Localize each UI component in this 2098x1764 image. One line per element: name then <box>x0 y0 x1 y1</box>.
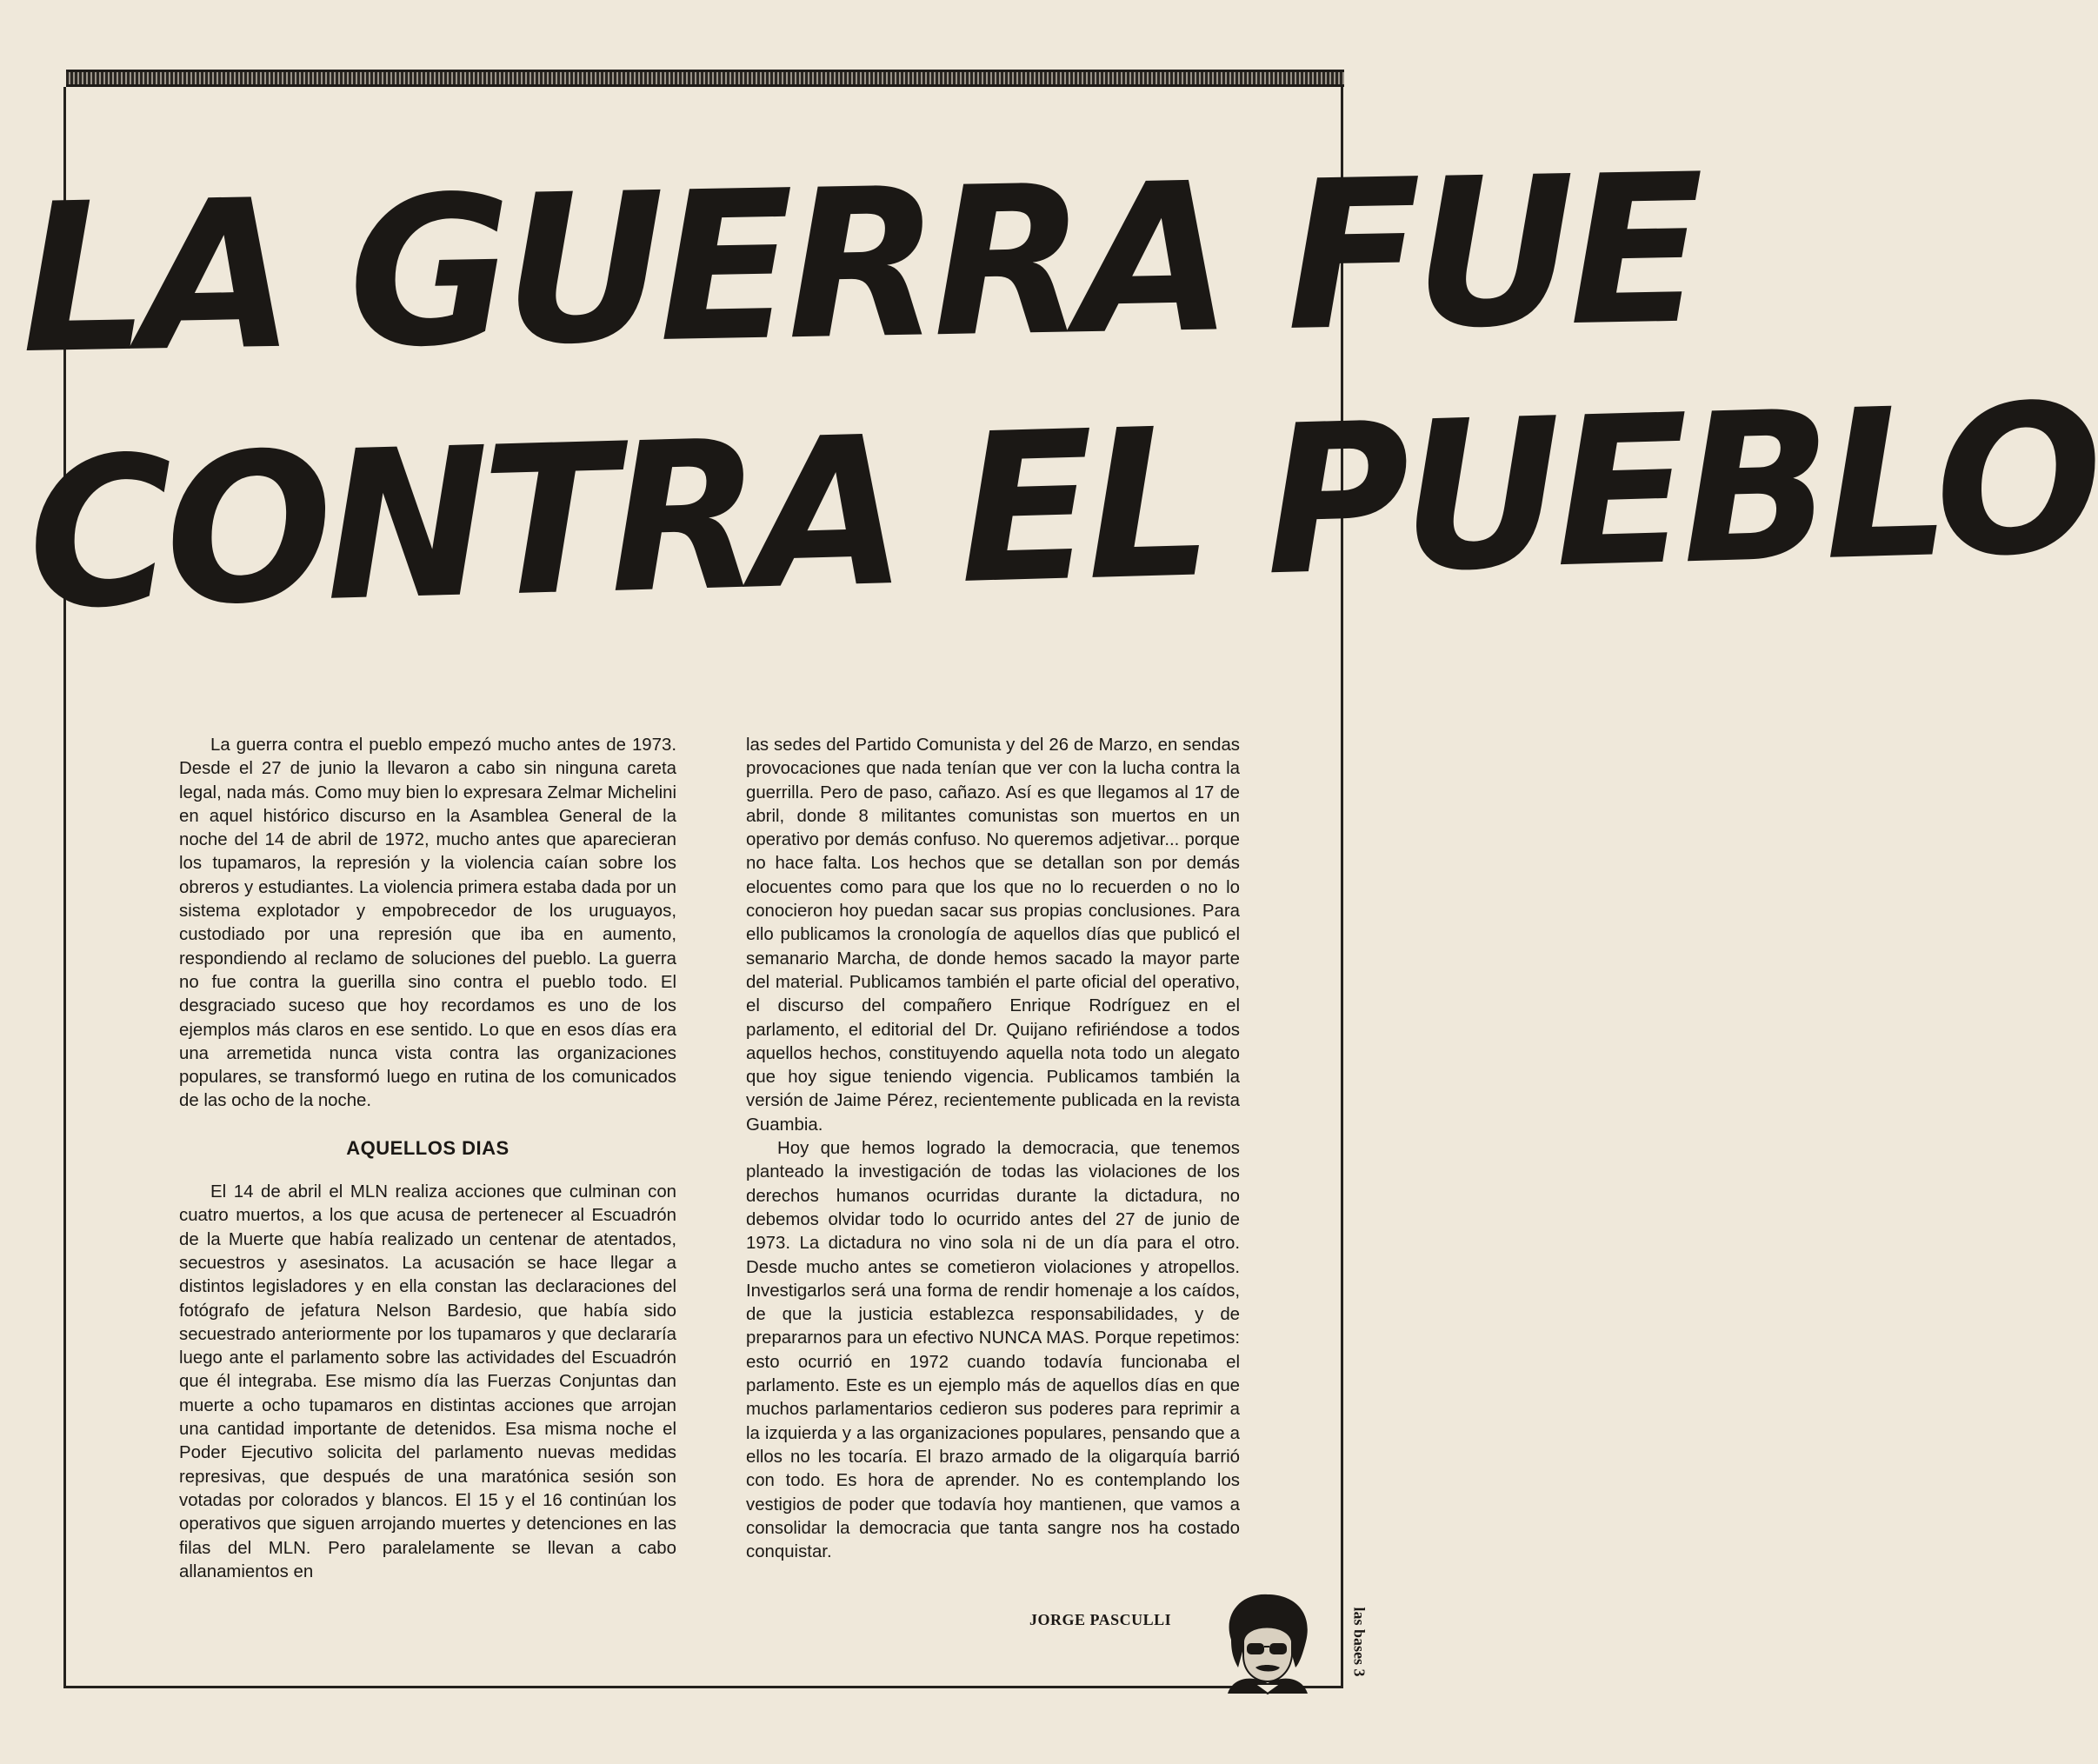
intro-paragraph: La guerra contra el pueblo empezó mucho antes de 1973. Desde el 27 de junio la llevaron a cabo sin ninguna careta legal, nada más. Como muy bien lo expresara Zelmar Michelini en aquel histórico discurso en la Asamblea General de la noche del 14 de abril de 1972, mucho antes que aparecieran los tupamaros, la represión y la violencia caían sobre los obreros y estudiantes. La violencia primera estaba dada por un sistema explotador y empobrecedor de los uruguayos, custodiado por una represión que iba en aumento, respondiendo al reclamo de soluciones del pueblo. La guerra no fue contra la guerilla sino contra el pueblo todo. El desgraciado suceso que hoy recordamos es uno de los ejemplos más claros en ese sentido. Lo que en esos días era una arremetida nunca vista contra las organizaciones populares, se transformó luego en rutina de los comunicados de las ocho de la noche. <box>179 736 676 1111</box>
bottom-frame-line <box>63 1686 1343 1688</box>
footer-page-label <box>1346 1598 1372 1685</box>
continued-paragraph: las sedes del Partido Comunista y del 26 de Marzo, en sendas provocaciones que nada tenían que ver con la lucha contra la guerrilla. Pero de paso, cañazo. Así es que llegamos al 17 de abril, donde 8 militantes comunistas son muertos en un operativo por demás confuso. No queremos adjetivar... porque no hace falta. Los hechos que se detallan son por demás elocuentes como para que los que no lo recuerden o no lo conocieron hoy puedan sacar sus propias conclusiones. Para ello publicamos la cronología de aquellos días que publicó el semanario Marcha, de donde hemos sacado la mayor parte del material. Publicamos también el parte oficial del operativo, el discurso del compañero Enrique Rodríguez en el parlamento, el editorial del Dr. Quijano refiriéndose a todos aquellos hechos, constituyendo aquella nota todo un alegato que hoy sigue teniendo vigencia. Publicamos también la versión de Jaime Pérez, recientemente publicada en la revista Guambia. <box>746 736 1240 1135</box>
headline-line-1: LA GUERRA FUE <box>19 130 1699 400</box>
author-byline: JORGE PASCULLI <box>1029 1611 1172 1628</box>
top-rule-bar <box>66 70 1344 87</box>
article-column-right <box>746 734 1240 1564</box>
section-heading: AQUELLOS DIAS <box>346 1136 510 1159</box>
author-portrait-icon <box>1216 1588 1318 1694</box>
closing-paragraph: Hoy que hemos logrado la democracia, que tenemos planteado la investigación de todas las violaciones de los derechos humanos ocurridas durante la dictadura, no debemos olvidar todo lo ocurrido antes del 27 de junio de 1973. La dictadura no vino sola ni de un día para el otro. Desde mucho antes se cometieron violaciones y atropellos. Investigarlos será una forma de rendir homenaje a los caídos, de que la justicia establezca responsabilidades, y de prepararnos para un efectivo NUNCA MAS. Porque repetimos: esto ocurrió en 1972 cuando todavía funcionaba el parlamento. Este es un ejemplo más de aquellos días en que muchos parlamentarios cedieron sus poderes para reprimir a la izquierda y a las organizaciones populares, pensando que a ellos no les tocaría. El brazo armado de la oligarquía barrió con todo. Es hora de aprender. No es contemplando los vestigios de poder que todavía hoy mantienen, que vamos a consolidar la democracia que tanta sangre nos ha costado conquistar. <box>746 1139 1240 1562</box>
article-column-left <box>179 734 676 1584</box>
footer-page-label-text: las bases 3 <box>1350 1606 1369 1677</box>
section-paragraph: El 14 de abril el MLN realiza acciones que culminan con cuatro muertos, a los que acusa de pertenecer al Escuadrón de la Muerte que había realizado un centenar de atentados, secuestros y asesinatos. La acusación se hace llegar a distintos legisladores y en ella constan las declaraciones del fotógrafo de jefatura Nelson Bardesio, que había sido secuestrado anteriormente por los tupamaros y que declararía luego ante el parlamento sobre las actividades del Escuadrón que él integraba. Ese mismo día las Fuerzas Conjuntas dan muerte a ocho tupamaros en distintas acciones que arrojan una cantidad importante de detenidos. Esa misma noche el Poder Ejecutivo solicita del parlamento nuevas medidas represivas, que después de una maratónica sesión son votadas por colorados y blancos. El 15 y el 16 continúan los operativos que siguen arrojando muertes y detenciones en las filas del MLN. Pero paralelamente se llevan a cabo allanamientos en <box>179 1182 676 1581</box>
headline-line-2: CONTRA EL PUEBLO <box>25 359 2098 656</box>
